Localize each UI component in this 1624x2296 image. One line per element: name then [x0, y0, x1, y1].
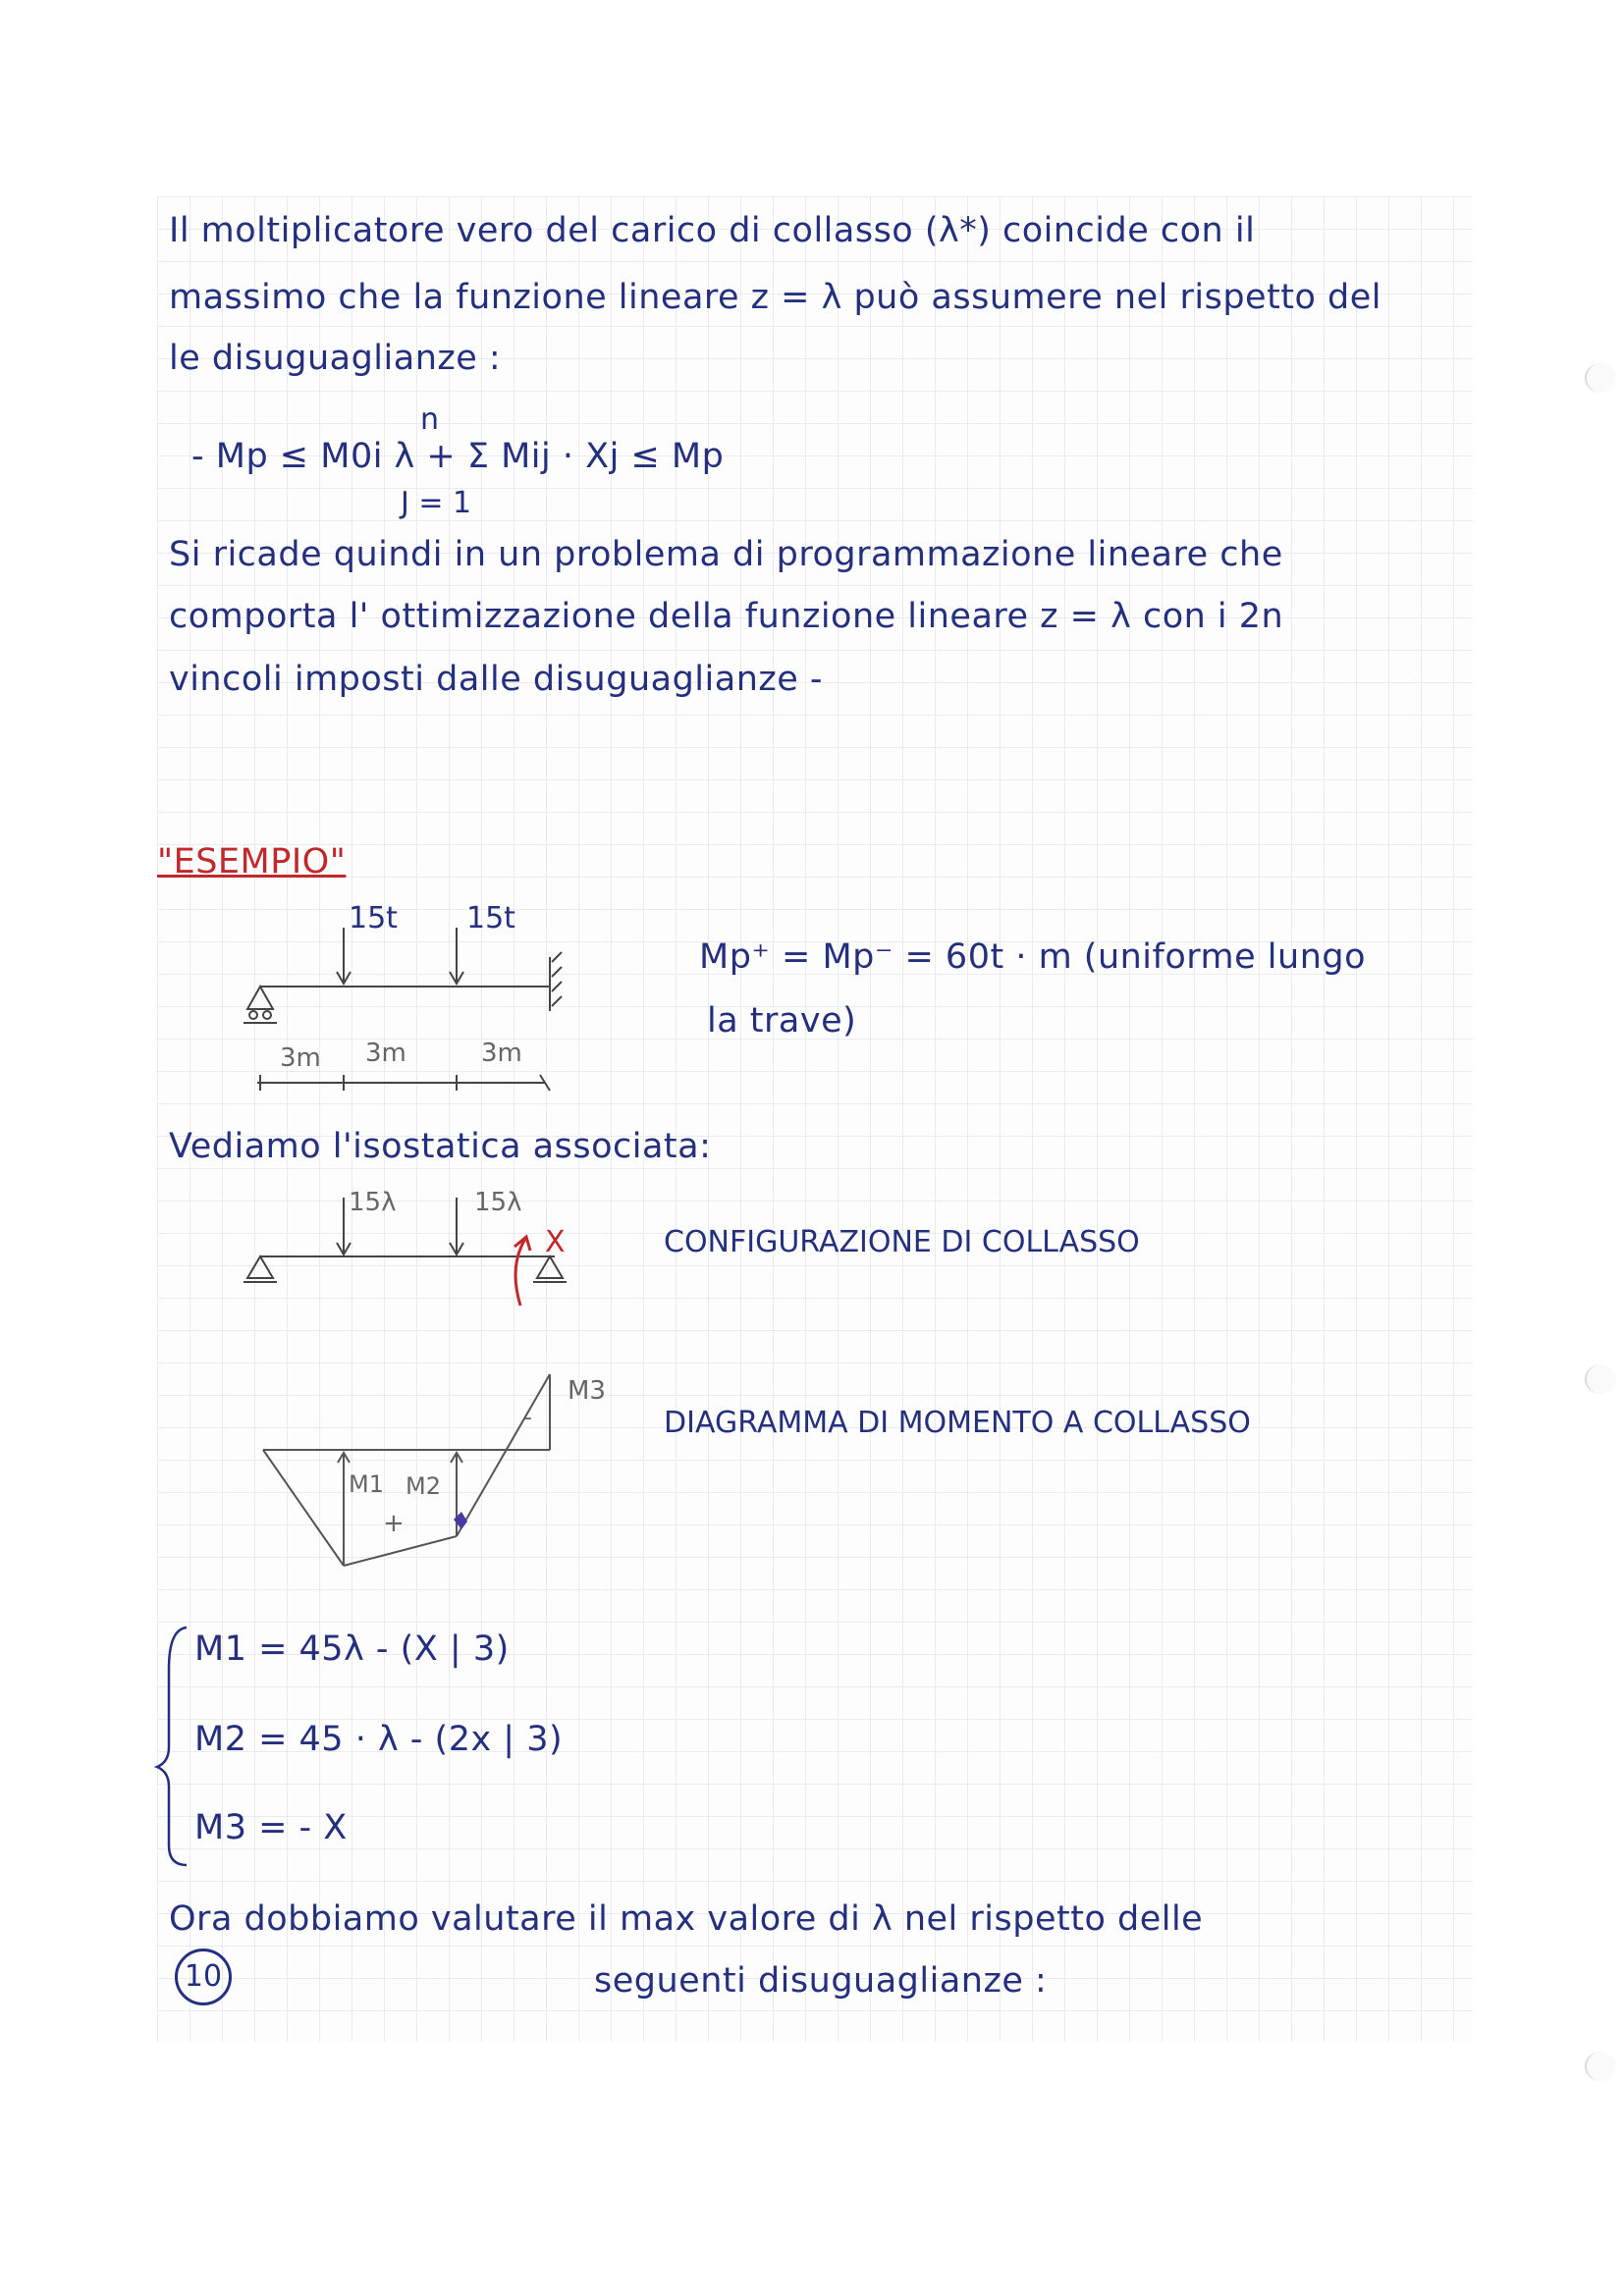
span-label-2: 3m: [365, 1039, 406, 1068]
diagram-m2-label: M2: [406, 1472, 441, 1500]
system-brace: [157, 1628, 187, 1865]
diagram-m1-label: M1: [349, 1470, 384, 1498]
outro-line-1: Ora dobbiamo valutare il max valore di λ nel rispetto delle: [169, 1899, 1204, 1939]
config-label: CONFIGURAZIONE DI COLLASSO: [664, 1225, 1140, 1259]
beam1-load-left: 15t: [349, 901, 398, 935]
diagram-minus-sign: -: [524, 1406, 532, 1430]
para-line-1: Si ricade quindi in un problema di programmazione lineare che: [169, 535, 1283, 574]
outro-line-2: seguenti disuguaglianze :: [594, 1961, 1048, 2001]
disequation-formula: - Mp ≤ M0i λ + Σ Mij · Xj ≤ Mp: [191, 437, 725, 476]
equation-m1: M1 = 45λ - (X | 3): [194, 1629, 510, 1669]
isostatica-heading: Vediamo l'isostatica associata:: [169, 1127, 712, 1166]
intro-line-3: le disuguaglianze :: [169, 339, 502, 378]
equation-m2: M2 = 45 · λ - (2x | 3): [194, 1720, 564, 1759]
span-label-3: 3m: [481, 1039, 522, 1068]
redundant-moment-arrow: [514, 1237, 530, 1306]
intro-line-2: massimo che la funzione lineare z = λ può assumere nel rispetto del: [169, 278, 1382, 317]
span-label-1: 3m: [280, 1043, 321, 1073]
example-title: "ESEMPIO": [157, 842, 347, 881]
equation-m3: M3 = - X: [194, 1808, 348, 1847]
mp-definition-line-1: Mp⁺ = Mp⁻ = 60t · m (uniforme lungo: [699, 937, 1367, 977]
diagram-label: DIAGRAMMA DI MOMENTO A COLLASSO: [664, 1406, 1251, 1440]
moment-diagram-shape: [263, 1374, 550, 1566]
sum-upper-limit: n: [420, 402, 440, 437]
diagram-plus-sign: +: [383, 1509, 405, 1538]
mp-definition-line-2: la trave): [707, 1001, 857, 1041]
diagram-m3-label: M3: [568, 1376, 606, 1406]
para-line-3: vincoli imposti dalle disuguaglianze -: [169, 660, 824, 699]
sum-lower-limit: J = 1: [401, 486, 472, 520]
page-number: 10: [175, 1949, 232, 2005]
intro-line-1: Il moltiplicatore vero del carico di collasso (λ*) coincide con il: [169, 211, 1256, 250]
redundant-x-label: X: [545, 1225, 566, 1259]
beam1-load-right: 15t: [466, 901, 515, 935]
beam2-load-right: 15λ: [474, 1188, 522, 1217]
para-line-2: comporta l' ottimizzazione della funzione lineare z = λ con i 2n: [169, 597, 1284, 636]
beam2-load-left: 15λ: [349, 1188, 397, 1217]
